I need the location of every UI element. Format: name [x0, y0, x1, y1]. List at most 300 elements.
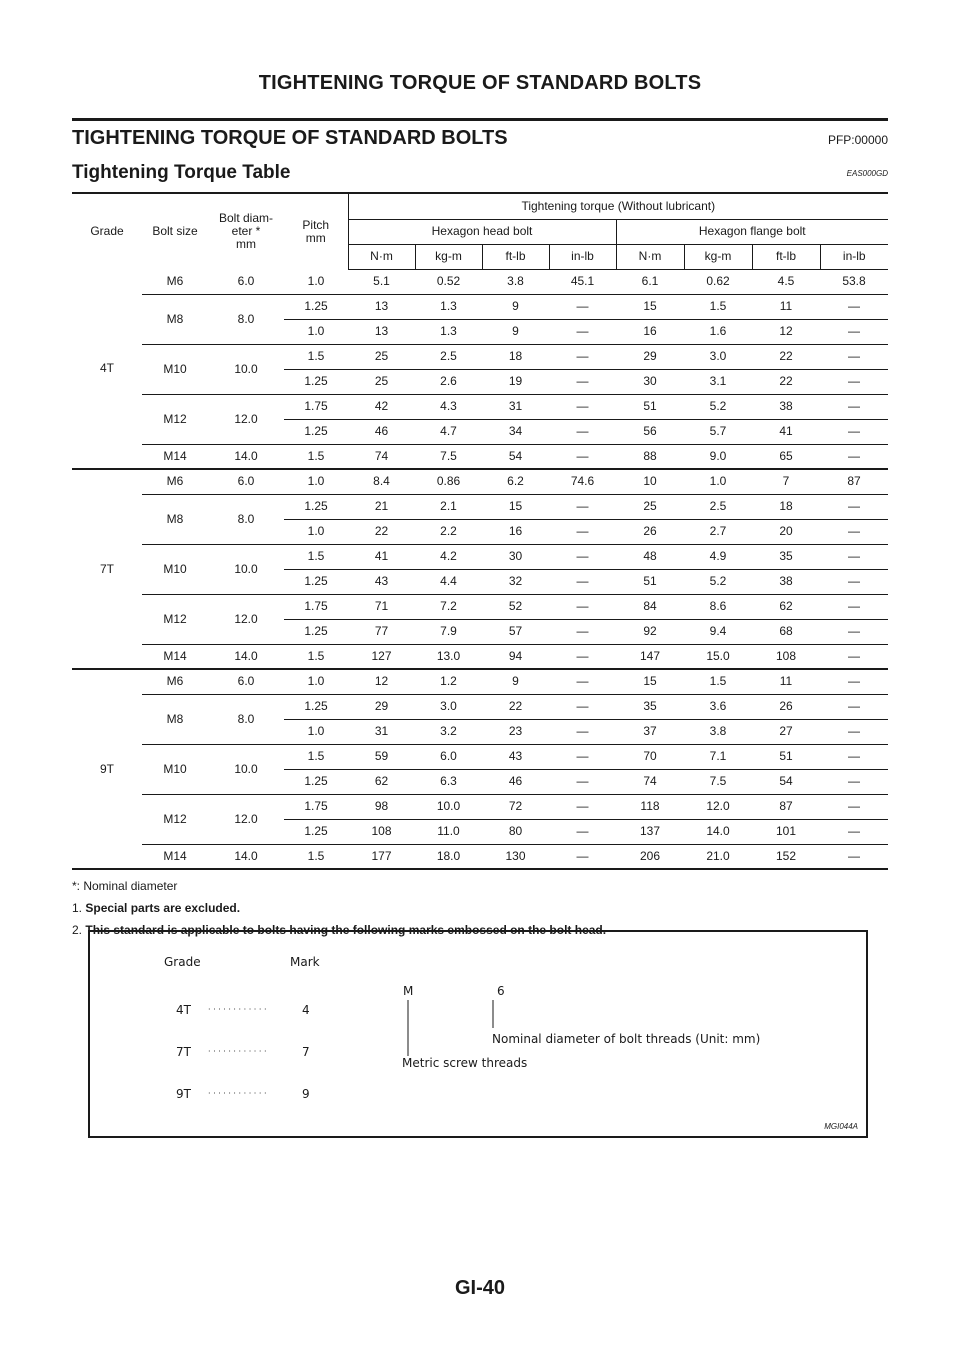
torque-value-cell: 22 — [348, 519, 415, 544]
torque-value-cell: 15 — [616, 294, 684, 319]
header-torque-group: Tightening torque (Without lubricant) — [348, 193, 888, 219]
torque-value-cell: 2.6 — [415, 369, 482, 394]
torque-value-cell: 48 — [616, 544, 684, 569]
torque-value-cell: 1.5 — [684, 669, 752, 694]
torque-value-cell: — — [820, 594, 888, 619]
torque-value-cell: 41 — [348, 544, 415, 569]
header-bolt-diameter: Bolt diam- eter * mm — [208, 193, 284, 269]
torque-value-cell: 127 — [348, 644, 415, 669]
table-row — [72, 444, 888, 469]
torque-value-cell: 45.1 — [549, 269, 616, 294]
torque-value-cell: 0.62 — [684, 269, 752, 294]
torque-value-cell: 12 — [348, 669, 415, 694]
torque-value-cell: 71 — [348, 594, 415, 619]
pitch-cell: 1.0 — [284, 269, 348, 294]
torque-value-cell: — — [820, 644, 888, 669]
torque-value-cell: 1.3 — [415, 319, 482, 344]
torque-value-cell: 16 — [616, 319, 684, 344]
torque-value-cell: — — [820, 819, 888, 844]
figure-grade-9t: 9T — [176, 1087, 191, 1101]
torque-value-cell: 3.6 — [684, 694, 752, 719]
figure-metric-label: Metric screw threads — [402, 1056, 528, 1070]
torque-value-cell: 7.1 — [684, 744, 752, 769]
table-row — [72, 694, 888, 719]
torque-value-cell: 3.2 — [415, 719, 482, 744]
torque-value-cell: — — [820, 794, 888, 819]
torque-value-cell: 2.5 — [684, 494, 752, 519]
torque-value-cell: 87 — [820, 469, 888, 494]
figure-mark-9: 9 — [302, 1087, 310, 1101]
bolt-size-cell: M6 — [142, 469, 208, 494]
bolt-diameter-cell: 8.0 — [208, 294, 284, 344]
pitch-cell: 1.5 — [284, 444, 348, 469]
torque-value-cell: 38 — [752, 569, 820, 594]
torque-value-cell: — — [820, 369, 888, 394]
torque-value-cell: 62 — [752, 594, 820, 619]
bolt-size-cell: M6 — [142, 669, 208, 694]
torque-value-cell: 35 — [752, 544, 820, 569]
torque-value-cell: 12 — [752, 319, 820, 344]
pitch-cell: 1.5 — [284, 544, 348, 569]
pitch-cell: 1.5 — [284, 344, 348, 369]
torque-value-cell: 130 — [482, 844, 549, 869]
torque-value-cell: — — [820, 569, 888, 594]
table-row — [72, 344, 888, 369]
torque-value-cell: — — [820, 544, 888, 569]
bolt-size-cell: M14 — [142, 844, 208, 869]
torque-value-cell: 3.8 — [684, 719, 752, 744]
bolt-size-cell: M10 — [142, 544, 208, 594]
bolt-size-cell: M8 — [142, 494, 208, 544]
note-text: This standard is applicable to bolts having the following marks embossed on the bolt head. — [85, 923, 607, 937]
torque-value-cell: 43 — [482, 744, 549, 769]
note-number: 1. — [72, 901, 83, 915]
torque-value-cell: 74 — [616, 769, 684, 794]
torque-value-cell: 137 — [616, 819, 684, 844]
torque-value-cell: 3.1 — [684, 369, 752, 394]
bolt-diameter-cell: 12.0 — [208, 594, 284, 644]
torque-value-cell: 5.2 — [684, 569, 752, 594]
bolt-size-cell: M14 — [142, 644, 208, 669]
torque-value-cell: 108 — [348, 819, 415, 844]
torque-value-cell: — — [549, 494, 616, 519]
torque-value-cell: — — [549, 844, 616, 869]
torque-value-cell: 18.0 — [415, 844, 482, 869]
torque-value-cell: — — [549, 394, 616, 419]
pitch-cell: 1.0 — [284, 519, 348, 544]
torque-value-cell: — — [820, 519, 888, 544]
bolt-diameter-cell: 10.0 — [208, 344, 284, 394]
torque-value-cell: — — [549, 569, 616, 594]
torque-value-cell: 74.6 — [549, 469, 616, 494]
pitch-cell: 1.25 — [284, 494, 348, 519]
pitch-cell: 1.25 — [284, 294, 348, 319]
torque-value-cell: 34 — [482, 419, 549, 444]
torque-value-cell: 70 — [616, 744, 684, 769]
header-unit-inlb: in-lb — [549, 244, 616, 269]
note-number: 2. — [72, 923, 83, 937]
bolt-diameter-cell: 6.0 — [208, 669, 284, 694]
torque-value-cell: 30 — [616, 369, 684, 394]
table-row — [72, 844, 888, 869]
bolt-diameter-cell: 14.0 — [208, 644, 284, 669]
torque-value-cell: 3.0 — [415, 694, 482, 719]
bolt-mark-figure — [88, 930, 868, 1138]
bolt-mark-diagram — [90, 932, 866, 1136]
torque-value-cell: 4.7 — [415, 419, 482, 444]
torque-value-cell: 3.8 — [482, 269, 549, 294]
section-title-row — [72, 118, 888, 150]
torque-value-cell: 11.0 — [415, 819, 482, 844]
table-row — [72, 469, 888, 494]
torque-value-cell: 29 — [616, 344, 684, 369]
table-title: Tightening Torque Table — [72, 162, 291, 183]
eas-code: EAS000GD — [846, 169, 888, 178]
torque-section — [72, 118, 888, 941]
note-text: Special parts are excluded. — [85, 901, 241, 915]
pfp-code: PFP:00000 — [827, 133, 888, 147]
figure-mark-4: 4 — [302, 1003, 310, 1017]
grade-cell: 9T — [72, 669, 142, 869]
grade-cell: 7T — [72, 469, 142, 669]
torque-value-cell: 2.2 — [415, 519, 482, 544]
torque-value-cell: — — [549, 719, 616, 744]
pitch-cell: 1.25 — [284, 769, 348, 794]
torque-value-cell: 9.0 — [684, 444, 752, 469]
bolt-diameter-cell: 6.0 — [208, 269, 284, 294]
torque-value-cell: — — [820, 694, 888, 719]
torque-value-cell: 14.0 — [684, 819, 752, 844]
header-unit-kgm: kg-m — [684, 244, 752, 269]
bolt-size-cell: M10 — [142, 344, 208, 394]
torque-value-cell: 0.52 — [415, 269, 482, 294]
torque-value-cell: 108 — [752, 644, 820, 669]
torque-value-cell: 9 — [482, 294, 549, 319]
table-header — [72, 193, 888, 269]
figure-example-m: M — [403, 984, 414, 998]
torque-value-cell: — — [820, 769, 888, 794]
torque-value-cell: — — [549, 794, 616, 819]
torque-value-cell: 8.6 — [684, 594, 752, 619]
torque-value-cell: 43 — [348, 569, 415, 594]
torque-value-cell: 32 — [482, 569, 549, 594]
table-row — [72, 269, 888, 294]
bolt-diameter-cell: 10.0 — [208, 544, 284, 594]
figure-id: MGI044A — [824, 1122, 858, 1131]
torque-value-cell: 27 — [752, 719, 820, 744]
bolt-size-cell: M10 — [142, 744, 208, 794]
subtitle-row — [72, 162, 888, 184]
torque-value-cell: 101 — [752, 819, 820, 844]
figure-nominal-label: Nominal diameter of bolt threads (Unit: mm) — [492, 1032, 761, 1046]
pitch-cell: 1.25 — [284, 419, 348, 444]
torque-value-cell: — — [549, 294, 616, 319]
figure-dots: · · · · · · · · · · · · — [208, 1089, 267, 1098]
torque-value-cell: 4.3 — [415, 394, 482, 419]
header-bolt-size: Bolt size — [142, 193, 208, 269]
torque-value-cell: 65 — [752, 444, 820, 469]
torque-value-cell: 7.2 — [415, 594, 482, 619]
header-unit-kgm: kg-m — [415, 244, 482, 269]
header-grade: Grade — [72, 193, 142, 269]
pitch-cell: 1.0 — [284, 669, 348, 694]
torque-value-cell: 51 — [752, 744, 820, 769]
torque-value-cell: — — [549, 819, 616, 844]
torque-value-cell: 9.4 — [684, 619, 752, 644]
torque-value-cell: 7 — [752, 469, 820, 494]
torque-value-cell: 41 — [752, 419, 820, 444]
torque-value-cell: 1.2 — [415, 669, 482, 694]
torque-value-cell: 8.4 — [348, 469, 415, 494]
torque-value-cell: 56 — [616, 419, 684, 444]
torque-value-cell: 19 — [482, 369, 549, 394]
torque-value-cell: 42 — [348, 394, 415, 419]
figure-mark-header: Mark — [290, 955, 320, 969]
torque-value-cell: 152 — [752, 844, 820, 869]
torque-value-cell: 7.5 — [415, 444, 482, 469]
pitch-cell: 1.5 — [284, 744, 348, 769]
page-number: GI-40 — [454, 1277, 506, 1299]
torque-value-cell: 72 — [482, 794, 549, 819]
torque-value-cell: 13.0 — [415, 644, 482, 669]
table-row — [72, 669, 888, 694]
torque-value-cell: 37 — [616, 719, 684, 744]
section-title: TIGHTENING TORQUE OF STANDARD BOLTS — [72, 127, 508, 149]
torque-value-cell: 31 — [348, 719, 415, 744]
torque-value-cell: 53.8 — [820, 269, 888, 294]
torque-value-cell: 1.3 — [415, 294, 482, 319]
torque-value-cell: 4.5 — [752, 269, 820, 294]
torque-value-cell: — — [549, 669, 616, 694]
torque-value-cell: 62 — [348, 769, 415, 794]
header-hexagon-head: Hexagon head bolt — [348, 219, 616, 244]
torque-value-cell: 13 — [348, 319, 415, 344]
header-unit-ftlb: ft-lb — [752, 244, 820, 269]
torque-value-cell: 15 — [482, 494, 549, 519]
bolt-diameter-cell: 10.0 — [208, 744, 284, 794]
torque-value-cell: 206 — [616, 844, 684, 869]
torque-value-cell: 21.0 — [684, 844, 752, 869]
header-unit-nm: N·m — [348, 244, 415, 269]
table-row — [72, 794, 888, 819]
torque-value-cell: 0.86 — [415, 469, 482, 494]
figure-mark-7: 7 — [302, 1045, 310, 1059]
bolt-diameter-cell: 12.0 — [208, 794, 284, 844]
torque-value-cell: 54 — [482, 444, 549, 469]
pitch-cell: 1.0 — [284, 319, 348, 344]
figure-example-6: 6 — [497, 984, 505, 998]
torque-value-cell: — — [820, 419, 888, 444]
torque-value-cell: — — [549, 419, 616, 444]
pitch-cell: 1.25 — [284, 694, 348, 719]
bolt-size-cell: M6 — [142, 269, 208, 294]
torque-value-cell: 26 — [752, 694, 820, 719]
torque-value-cell: — — [549, 519, 616, 544]
table-row — [72, 494, 888, 519]
table-row — [72, 394, 888, 419]
torque-value-cell: — — [549, 319, 616, 344]
torque-value-cell: 25 — [348, 344, 415, 369]
bolt-diameter-cell: 8.0 — [208, 694, 284, 744]
torque-value-cell: 6.1 — [616, 269, 684, 294]
torque-value-cell: 9 — [482, 319, 549, 344]
torque-value-cell: 11 — [752, 669, 820, 694]
torque-value-cell: 12.0 — [684, 794, 752, 819]
running-header: TIGHTENING TORQUE OF STANDARD BOLTS — [258, 72, 702, 94]
torque-value-cell: — — [820, 444, 888, 469]
torque-value-cell: 6.3 — [415, 769, 482, 794]
pitch-cell: 1.0 — [284, 469, 348, 494]
torque-value-cell: — — [549, 769, 616, 794]
table-row — [72, 594, 888, 619]
torque-value-cell: 2.1 — [415, 494, 482, 519]
torque-value-cell: 30 — [482, 544, 549, 569]
torque-value-cell: — — [549, 644, 616, 669]
torque-value-cell: 10 — [616, 469, 684, 494]
figure-grade-header: Grade — [164, 955, 201, 969]
torque-value-cell: — — [820, 494, 888, 519]
torque-value-cell: 51 — [616, 394, 684, 419]
torque-value-cell: 15 — [616, 669, 684, 694]
torque-value-cell: 147 — [616, 644, 684, 669]
bolt-size-cell: M12 — [142, 794, 208, 844]
figure-dots: · · · · · · · · · · · · — [208, 1047, 267, 1056]
bolt-diameter-cell: 6.0 — [208, 469, 284, 494]
torque-value-cell: 7.5 — [684, 769, 752, 794]
torque-value-cell: 6.2 — [482, 469, 549, 494]
torque-table — [72, 192, 888, 870]
torque-value-cell: — — [549, 344, 616, 369]
torque-value-cell: 22 — [482, 694, 549, 719]
torque-value-cell: — — [549, 694, 616, 719]
table-row — [72, 644, 888, 669]
torque-value-cell: 74 — [348, 444, 415, 469]
torque-value-cell: 54 — [752, 769, 820, 794]
figure-grade-4t: 4T — [176, 1003, 191, 1017]
bolt-size-cell: M8 — [142, 694, 208, 744]
torque-value-cell: 9 — [482, 669, 549, 694]
torque-value-cell: 29 — [348, 694, 415, 719]
torque-value-cell: — — [820, 669, 888, 694]
torque-value-cell: 25 — [616, 494, 684, 519]
pitch-cell: 1.25 — [284, 619, 348, 644]
pitch-cell: 1.75 — [284, 394, 348, 419]
pitch-cell: 1.25 — [284, 819, 348, 844]
torque-value-cell: 5.7 — [684, 419, 752, 444]
torque-value-cell: 5.1 — [348, 269, 415, 294]
pitch-cell: 1.75 — [284, 794, 348, 819]
torque-value-cell: 22 — [752, 344, 820, 369]
torque-value-cell: 15.0 — [684, 644, 752, 669]
torque-value-cell: — — [820, 744, 888, 769]
torque-value-cell: 3.0 — [684, 344, 752, 369]
torque-value-cell: — — [549, 369, 616, 394]
header-unit-nm: N·m — [616, 244, 684, 269]
torque-value-cell: — — [549, 544, 616, 569]
torque-value-cell: — — [820, 619, 888, 644]
torque-value-cell: — — [820, 294, 888, 319]
pitch-cell: 1.0 — [284, 719, 348, 744]
torque-value-cell: — — [549, 444, 616, 469]
table-row — [72, 544, 888, 569]
torque-value-cell: 1.0 — [684, 469, 752, 494]
torque-value-cell: 177 — [348, 844, 415, 869]
bolt-size-cell: M8 — [142, 294, 208, 344]
torque-value-cell: 5.2 — [684, 394, 752, 419]
bolt-diameter-cell: 8.0 — [208, 494, 284, 544]
torque-value-cell: 94 — [482, 644, 549, 669]
torque-value-cell: 4.4 — [415, 569, 482, 594]
torque-value-cell: 1.6 — [684, 319, 752, 344]
torque-value-cell: 98 — [348, 794, 415, 819]
torque-value-cell: — — [549, 744, 616, 769]
torque-value-cell: 118 — [616, 794, 684, 819]
header-unit-inlb: in-lb — [820, 244, 888, 269]
torque-value-cell: — — [820, 719, 888, 744]
torque-value-cell: — — [549, 619, 616, 644]
torque-value-cell: 46 — [348, 419, 415, 444]
bolt-size-cell: M14 — [142, 444, 208, 469]
torque-value-cell: 26 — [616, 519, 684, 544]
table-body — [72, 269, 888, 869]
torque-value-cell: 23 — [482, 719, 549, 744]
torque-value-cell: 80 — [482, 819, 549, 844]
pitch-cell: 1.5 — [284, 644, 348, 669]
header-unit-ftlb: ft-lb — [482, 244, 549, 269]
torque-value-cell: 57 — [482, 619, 549, 644]
figure-dots: · · · · · · · · · · · · — [208, 1005, 267, 1014]
torque-value-cell: 7.9 — [415, 619, 482, 644]
torque-value-cell: 38 — [752, 394, 820, 419]
torque-value-cell: 88 — [616, 444, 684, 469]
torque-value-cell: 10.0 — [415, 794, 482, 819]
torque-value-cell: 18 — [752, 494, 820, 519]
torque-value-cell: — — [820, 394, 888, 419]
table-row — [72, 294, 888, 319]
torque-value-cell: 16 — [482, 519, 549, 544]
pitch-cell: 1.25 — [284, 369, 348, 394]
torque-value-cell: 4.2 — [415, 544, 482, 569]
pitch-cell: 1.5 — [284, 844, 348, 869]
figure-grade-7t: 7T — [176, 1045, 191, 1059]
torque-value-cell: 20 — [752, 519, 820, 544]
torque-value-cell: 11 — [752, 294, 820, 319]
torque-value-cell: 52 — [482, 594, 549, 619]
torque-value-cell: 77 — [348, 619, 415, 644]
header-pitch: Pitch mm — [284, 193, 348, 269]
torque-value-cell: 92 — [616, 619, 684, 644]
torque-value-cell: 68 — [752, 619, 820, 644]
torque-value-cell: — — [820, 344, 888, 369]
header-hexagon-flange: Hexagon flange bolt — [616, 219, 888, 244]
bolt-size-cell: M12 — [142, 394, 208, 444]
footnote: *: Nominal diameter — [72, 879, 178, 893]
torque-value-cell: 25 — [348, 369, 415, 394]
torque-value-cell: 87 — [752, 794, 820, 819]
torque-value-cell: 46 — [482, 769, 549, 794]
torque-value-cell: 4.9 — [684, 544, 752, 569]
torque-value-cell: 51 — [616, 569, 684, 594]
torque-value-cell: 59 — [348, 744, 415, 769]
pitch-cell: 1.25 — [284, 569, 348, 594]
bolt-diameter-cell: 14.0 — [208, 444, 284, 469]
torque-value-cell: 31 — [482, 394, 549, 419]
torque-value-cell: — — [820, 844, 888, 869]
bolt-diameter-cell: 12.0 — [208, 394, 284, 444]
note-item-1 — [72, 897, 888, 919]
torque-value-cell: 6.0 — [415, 744, 482, 769]
torque-value-cell: 1.5 — [684, 294, 752, 319]
